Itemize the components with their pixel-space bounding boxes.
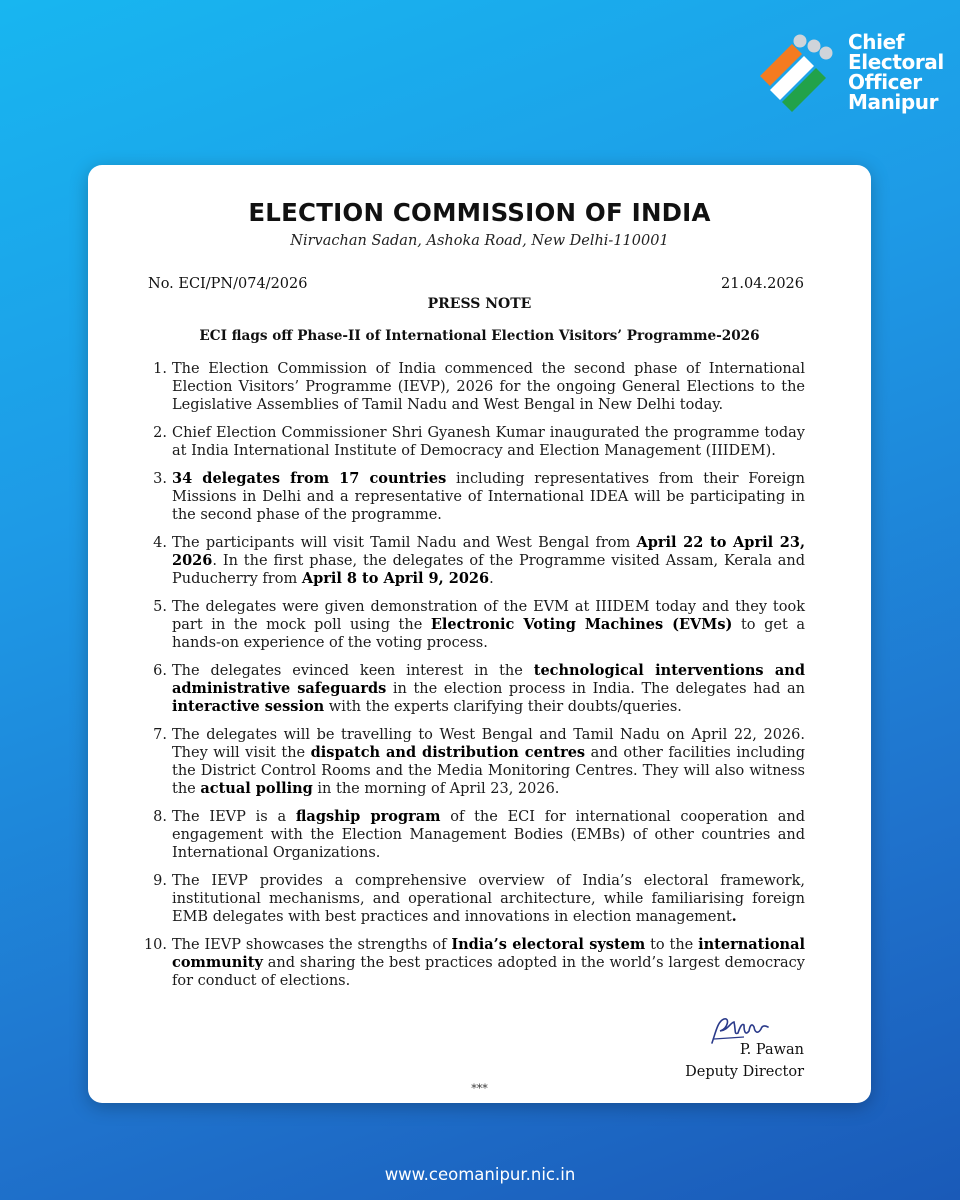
paragraph-item: [145, 726, 805, 798]
paragraph-number: 9.: [153, 873, 167, 889]
emphasized-text: technological interventions and administrative safeguards: [172, 662, 805, 697]
brand-line: Chief: [848, 30, 905, 54]
emphasized-text: interactive session: [172, 698, 325, 715]
organization-title: ELECTION COMMISSION OF INDIA: [248, 198, 711, 227]
paragraph-item: [145, 534, 805, 588]
paragraph-text: [172, 727, 805, 797]
emphasized-text: actual polling: [200, 780, 313, 797]
paragraph-text: [172, 599, 805, 651]
paragraph-number: 3.: [153, 471, 167, 487]
paragraph-number: 1.: [153, 361, 167, 377]
press-note-date: 21.04.2026: [720, 276, 804, 292]
press-note-subject: ECI flags off Phase-II of International Election Visitors’ Programme-2026: [199, 328, 760, 344]
text-run: The delegates will be travelling to West Bengal and Tamil Nadu on April 22, 2026. They will visit the: [172, 727, 805, 761]
text-run: with the experts clarifying their doubts/queries.: [324, 699, 682, 715]
text-run: .: [489, 571, 494, 587]
paragraph-number: 10.: [143, 937, 167, 953]
paragraph-text: [172, 361, 805, 413]
paragraph-text: [172, 937, 805, 989]
brand-line: Manipur: [848, 90, 939, 114]
emphasized-text: international community: [172, 936, 805, 971]
end-mark: ***: [471, 1082, 488, 1095]
text-run: to get a hands-on experience of the voting process.: [172, 617, 805, 651]
reference-number: No. ECI/PN/074/2026: [148, 276, 308, 292]
emphasized-text: Electronic Voting Machines (EVMs): [430, 616, 733, 633]
signatory-title: Deputy Director: [685, 1064, 804, 1080]
text-run: The participants will visit Tamil Nadu and West Bengal from: [172, 535, 637, 551]
paragraph-text: [172, 809, 805, 861]
press-note-card: [88, 165, 871, 1103]
signatory-name: P. Pawan: [739, 1042, 804, 1058]
text-run: . In the first phase, the delegates of the Programme visited Assam, Kerala and Puducherry from: [172, 553, 805, 587]
brand-name: [848, 32, 944, 112]
emphasized-text: April 22 to April 23, 2026: [172, 534, 805, 569]
paragraph-item: [145, 598, 805, 652]
organization-address: Nirvachan Sadan, Ashoka Road, New Delhi-110001: [290, 233, 669, 249]
paragraph-number: 6.: [153, 663, 167, 679]
emphasized-text: India’s electoral system: [451, 936, 646, 953]
emphasized-text: flagship program: [295, 808, 441, 825]
signature-block: [604, 1013, 804, 1093]
paragraph-item: [145, 662, 805, 716]
website-link[interactable]: www.ceomanipur.nic.in: [384, 1165, 576, 1184]
ceo-manipur-logo: [756, 30, 946, 120]
text-run: in the election process in India. The delegates had an: [386, 681, 805, 697]
paragraph-text: [172, 873, 805, 925]
emphasized-text: dispatch and distribution centres: [310, 744, 586, 761]
brand-line: Electoral: [848, 50, 944, 74]
emphasized-text: April 8 to April 9, 2026: [301, 570, 490, 587]
paragraph-list: [145, 360, 805, 1000]
paragraph-item: [145, 872, 805, 926]
paragraph-text: [172, 535, 805, 587]
text-run: to the: [645, 937, 699, 953]
emphasized-text: .: [731, 908, 737, 925]
paragraph-item: [145, 360, 805, 414]
text-run: The IEVP is a: [172, 809, 296, 825]
paragraph-number: 5.: [153, 599, 167, 615]
paragraph-text: [172, 471, 805, 523]
paragraph-number: 8.: [153, 809, 167, 825]
brand-line: Officer: [848, 70, 922, 94]
paragraph-item: [145, 424, 805, 460]
paragraph-item: [145, 470, 805, 524]
paragraph-number: 2.: [153, 425, 167, 441]
paragraph-item: [145, 808, 805, 862]
emphasized-text: 34 delegates from 17 countries: [172, 470, 447, 487]
text-run: The delegates were given demonstration of the EVM at IIIDEM today and they took part in the mock poll using the: [172, 599, 805, 633]
paragraph-number: 4.: [153, 535, 167, 551]
text-run: The Election Commission of India commenced the second phase of International Election Visitors’ Programme (IEVP), 2026 for the ongoing General Elections to the Legislative Assemblies of Tamil Nadu and West Bengal in New Delhi today.: [172, 361, 805, 413]
paragraph-item: [145, 936, 805, 990]
text-run: of the ECI for international cooperation and engagement with the Election Management Bodies (EMBs) of other countries and International Organizations.: [172, 809, 805, 861]
text-run: and other facilities including the District Control Rooms and the Media Monitoring Centres. They will also witness the: [172, 745, 805, 797]
text-run: in the morning of April 23, 2026.: [312, 781, 560, 797]
text-run: including representatives from their Foreign Missions in Delhi and a representative of International IDEA will be participating in the second phase of the programme.: [172, 471, 805, 523]
text-run: Chief Election Commissioner Shri Gyanesh Kumar inaugurated the programme today at India International Institute of Democracy and Election Management (IIIDEM).: [172, 425, 805, 459]
ballot-ink-finger-icon: [756, 30, 840, 114]
text-run: The IEVP showcases the strengths of: [172, 937, 452, 953]
text-run: and sharing the best practices adopted in the world’s largest democracy for conduct of elections.: [172, 955, 805, 989]
paragraph-text: [172, 663, 805, 715]
paragraph-text: [172, 425, 805, 459]
paragraph-number: 7.: [153, 727, 167, 743]
text-run: The IEVP provides a comprehensive overview of India’s electoral framework, institutional mechanisms, and operational architecture, while familiarising foreign EMB delegates with best practices and innovations in election management: [172, 873, 805, 925]
text-run: The delegates evinced keen interest in the: [172, 663, 534, 679]
press-note-heading: PRESS NOTE: [427, 296, 532, 312]
